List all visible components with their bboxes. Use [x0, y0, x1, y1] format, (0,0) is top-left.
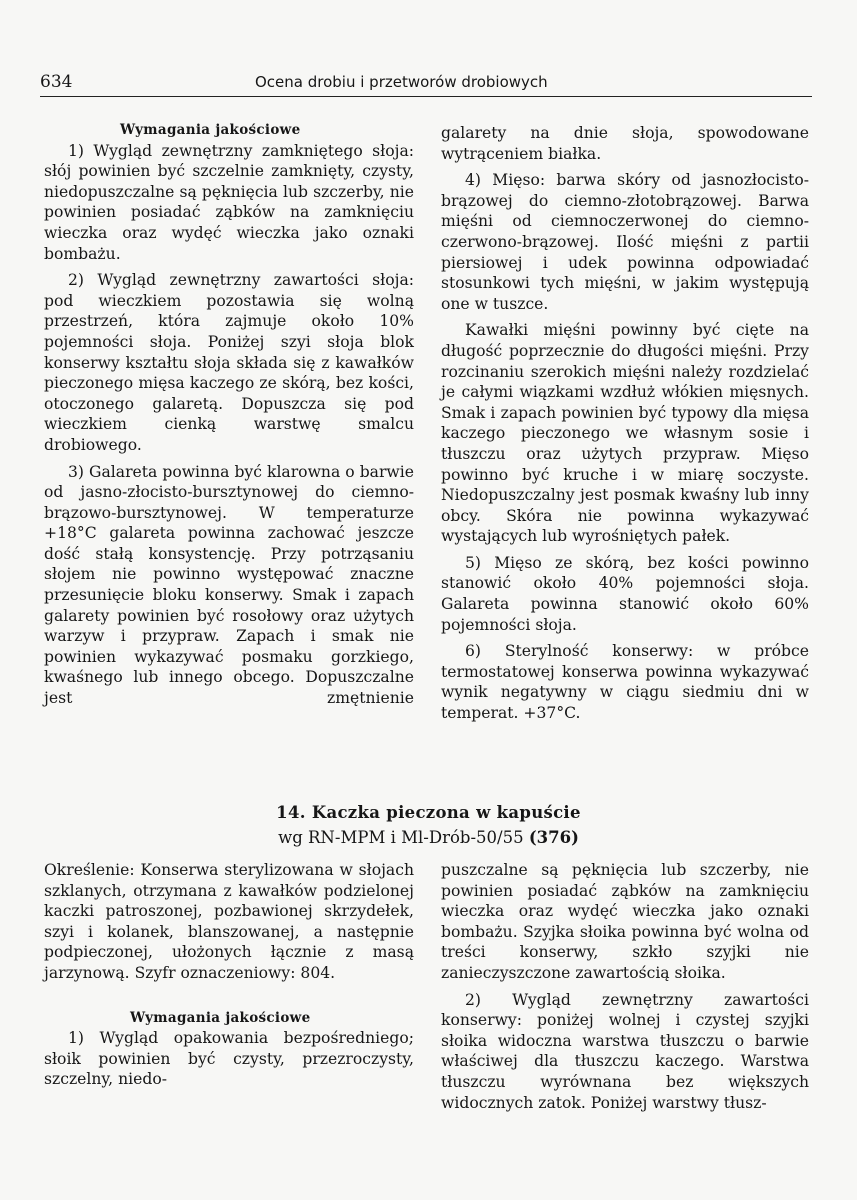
top-right-column: [441, 123, 809, 724]
bottom-right-column: [441, 860, 809, 1113]
quality-requirements-heading: Wymagania jakościowe: [120, 122, 301, 138]
reference-number: (376): [528, 828, 579, 847]
paragraph: galarety na dnie słoja, spowodowane wytrąceniem białka.: [441, 124, 809, 163]
paragraph: 6) Sterylność konserwy: w próbce termostatowej konserwa powinna wykazywać wynik negatywny w ciągu siedmiu dni w temperat. +37°C.: [441, 642, 809, 723]
section-title: 14. Kaczka pieczona w kapuście: [276, 803, 581, 822]
paragraph: 3) Galareta powinna być klarowna o barwie od jasno-złocisto-bursztynowej do ciemno-brązowo-bursztynowej. W temperaturze +18°C galareta powinna zachować jeszcze dość stałą konsystencję. Przy potrząsaniu słojem nie powinno występować znaczne przesunięcie bloku konserwy. Smak i zapach galarety powinien być rosołowy oraz użytych warzyw i przypraw. Zapach i smak nie powinien wykazywać posmaku gorzkiego, kwaśnego lub innego obcego. Dopuszczalne jest zmętnienie: [44, 462, 414, 708]
running-title: Ocena drobiu i przetworów drobiowych: [255, 73, 548, 91]
page-header: [40, 72, 810, 94]
bottom-left-column: [44, 860, 414, 1090]
definition-paragraph: Określenie: Konserwa sterylizowana w słojach szklanych, otrzymana z kawałków podzielonej kaczki patroszonej, pozbawionej skrzydełek, szyi i kolanek, blanszowanej, a następnie podpieczonej, ułożonych łącznie z masą jarzynową. Szyfr oznaczeniowy: 804.: [44, 861, 414, 982]
paragraph: 2) Wygląd zewnętrzny zawartości konserwy: poniżej wolnej i czystej szyjki słoika widoczna warstwa tłuszczu o barwie właściwej dla tłuszczu kaczego. Warstwa tłuszczu wyrównana bez większych widocznych zatok. Poniżej warstwy tłusz-: [441, 990, 809, 1112]
paragraph: 1) Wygląd opakowania bezpośredniego; słoik powinien być czysty, przezroczysty, szczelny, niedo-: [44, 1029, 414, 1089]
paragraph: puszczalne są pęknięcia lub szczerby, nie powinien posiadać ząbków na zamknięciu wieczka oraz wydęć wieczka jako oznaki bombażu. Szyjka słoika powinna być wolna od treści konserwy, szkło szyjki nie zanieczyszczone zawartością słoika.: [441, 861, 809, 982]
paragraph: 5) Mięso ze skórą, bez kości powinno stanowić około 40% pojemności słoja. Galareta powinna stanowić około 60% pojemności słoja.: [441, 553, 809, 634]
paragraph: Kawałki mięśni powinny być cięte na długość poprzecznie do długości mięśni. Przy rozcinaniu szerokich mięśni należy rozdzielać je całymi wiązkami wzdłuż włókien mięsnych. Smak i zapach powinien być typowy dla mięsa kaczego pieczonego we własnym sosie i tłuszczu oraz użytych przypraw. Mięso powinno być kruche i w miarę soczyste. Niedopuszczalny jest posmak kwaśny lub inny obcy. Skóra nie powinna wykazywać wystających lub wyrośniętych pałek.: [441, 321, 809, 546]
top-left-column: [44, 120, 414, 709]
quality-requirements-heading-2: Wymagania jakościowe: [130, 1009, 311, 1026]
paragraph: 4) Mięso: barwa skóry od jasnozłocisto-brązowej do ciemno-złotobrązowej. Barwa mięśni od ciemnoczerwonej do ciemno-czerwono-brązowej. Ilość mięśni z partii piersiowej i udek powinna odpowiadać stosunkowi tych mięśni, w jakim występują one w tuszce.: [441, 171, 809, 313]
paragraph: 1) Wygląd zewnętrzny zamkniętego słoja: słój powinien być szczelnie zamknięty, czysty, niedopuszczalne są pęknięcia lub szczerby, nie powinien posiadać ząbków na zamknięciu wieczka oraz wydęć wieczka jako oznaki bombażu.: [44, 141, 414, 263]
paragraph: 2) Wygląd zewnętrzny zawartości słoja: pod wieczkiem pozostawia się wolną przestrzeń, która zajmuje około 10% pojemności słoja. Poniżej szyi słoja blok konserwy kształtu słoja składa się z kawałków pieczonego mięsa kaczego ze skórą, bez kości, otoczonego galaretą. Dopuszcza się pod wieczkiem cienką warstwę smalcu drobiowego.: [44, 271, 414, 454]
standard-reference: wg RN-MPM i Ml-Drób-50/55: [278, 828, 524, 847]
section-subtitle: [0, 828, 857, 847]
header-rule: [40, 96, 812, 97]
page-number: 634: [40, 72, 73, 92]
